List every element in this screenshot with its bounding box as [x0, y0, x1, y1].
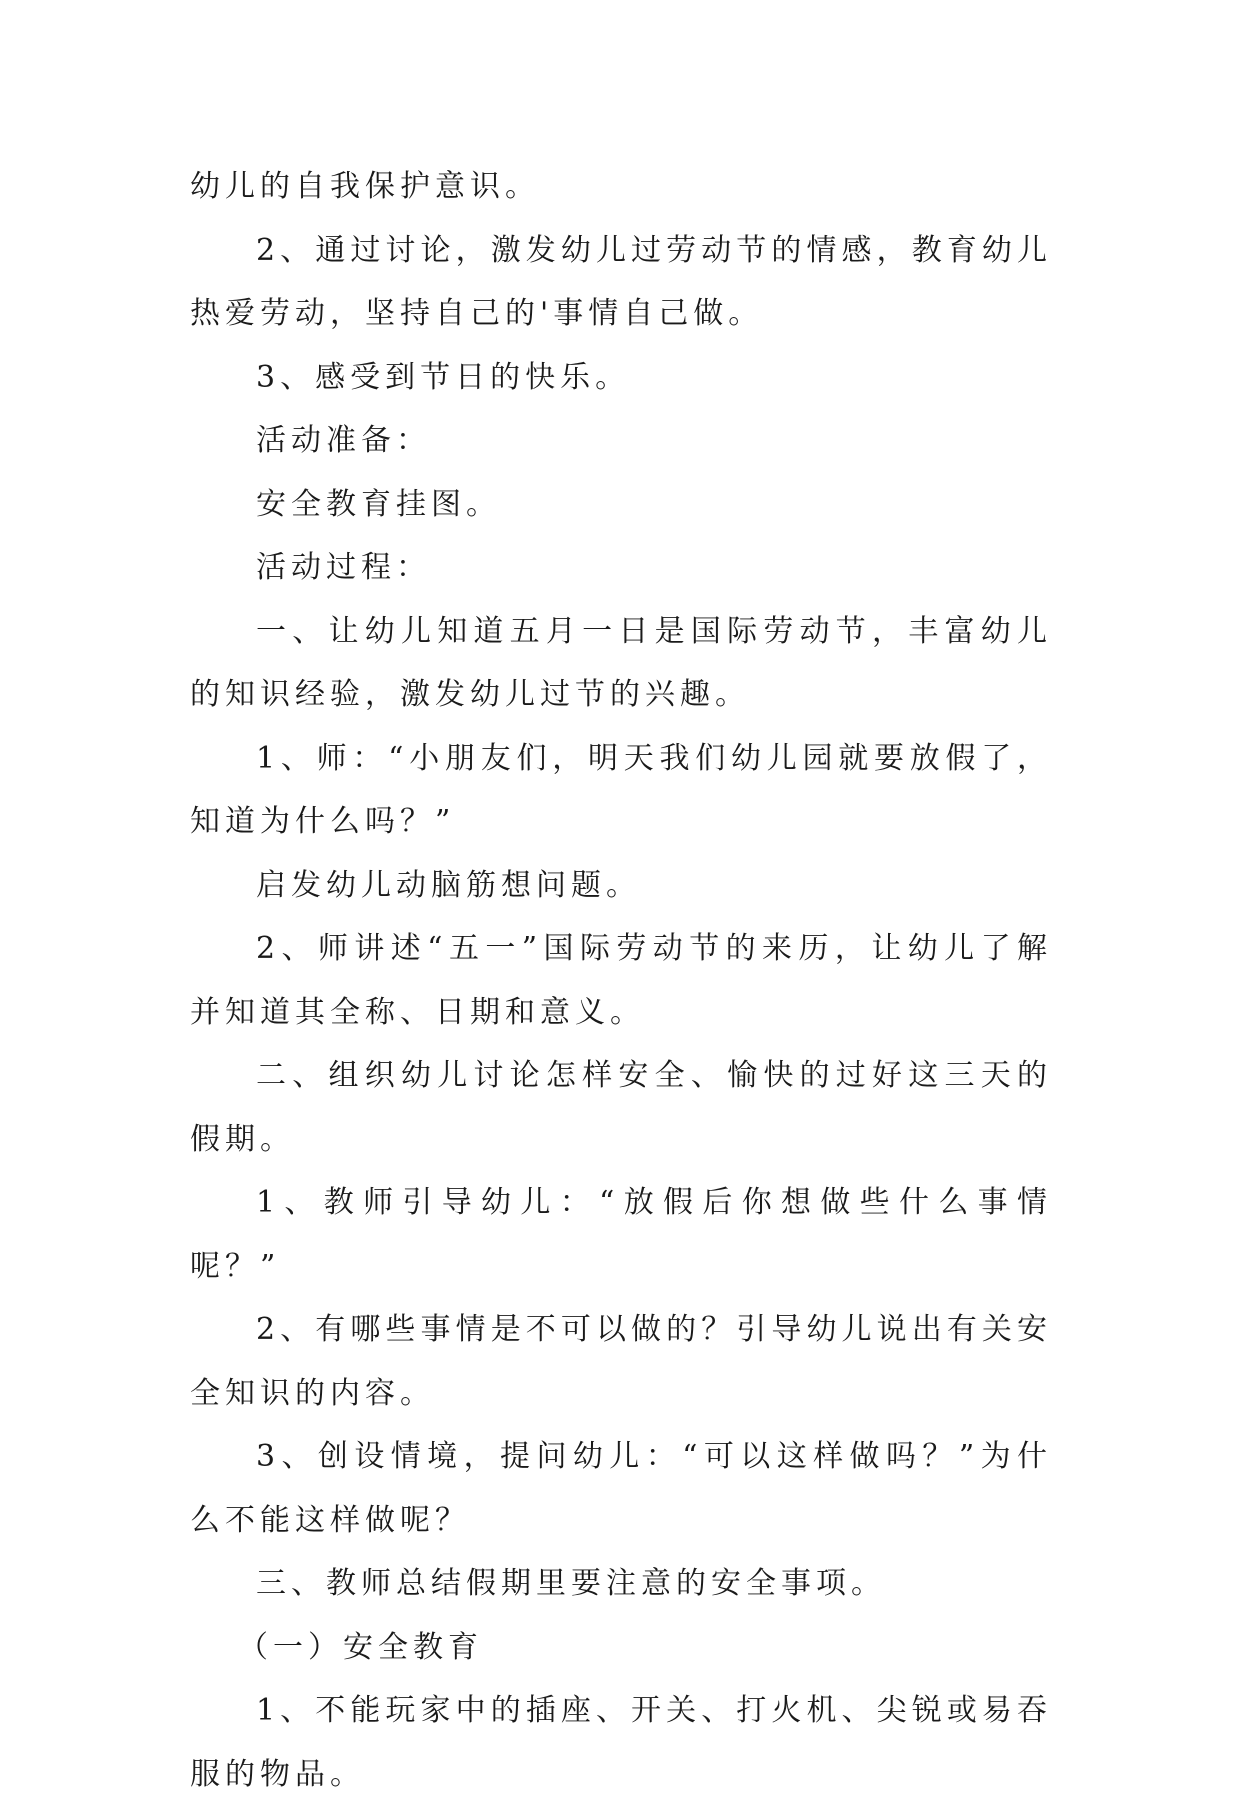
subsection-heading: （一）安全教育	[238, 1629, 483, 1665]
section-heading: 活动准备：	[256, 423, 431, 458]
paragraph: 1、不能玩家中的插座、开关、打火机、尖锐或易吞服的物品。	[190, 1693, 1052, 1792]
paragraph: 2、有哪些事情是不可以做的？引导幼儿说出有关安全知识的内容。	[190, 1312, 1052, 1411]
paragraph: 幼儿的自我保护意识。	[190, 169, 540, 204]
paragraph: 2、通过讨论，激发幼儿过劳动节的情感，教育幼儿热爱劳动，坚持自己的'事情自己做。	[190, 232, 1052, 331]
paragraph: 一、让幼儿知道五月一日是国际劳动节，丰富幼儿的知识经验，激发幼儿过节的兴趣。	[190, 613, 1052, 712]
document-body	[190, 155, 1052, 1806]
paragraph: 3、感受到节日的快乐。	[256, 359, 631, 395]
paragraph: 1、教师引导幼儿：“放假后你想做些什么事情呢？”	[190, 1185, 1052, 1284]
section-heading: 活动过程：	[256, 550, 431, 585]
paragraph: 3、创设情境，提问幼儿：“可以这样做吗？”为什么不能这样做呢？	[190, 1439, 1052, 1538]
paragraph: 安全教育挂图。	[256, 486, 501, 522]
paragraph: 二、组织幼儿讨论怎样安全、愉快的过好这三天的假期。	[190, 1058, 1052, 1157]
paragraph: 启发幼儿动脑筋想问题。	[256, 867, 641, 903]
paragraph: 2、师讲述“五一”国际劳动节的来历，让幼儿了解并知道其全称、日期和意义。	[190, 931, 1052, 1030]
paragraph: 1、师：“小朋友们，明天我们幼儿园就要放假了，知道为什么吗？”	[190, 740, 1052, 839]
paragraph: 三、教师总结假期里要注意的安全事项。	[256, 1566, 886, 1601]
